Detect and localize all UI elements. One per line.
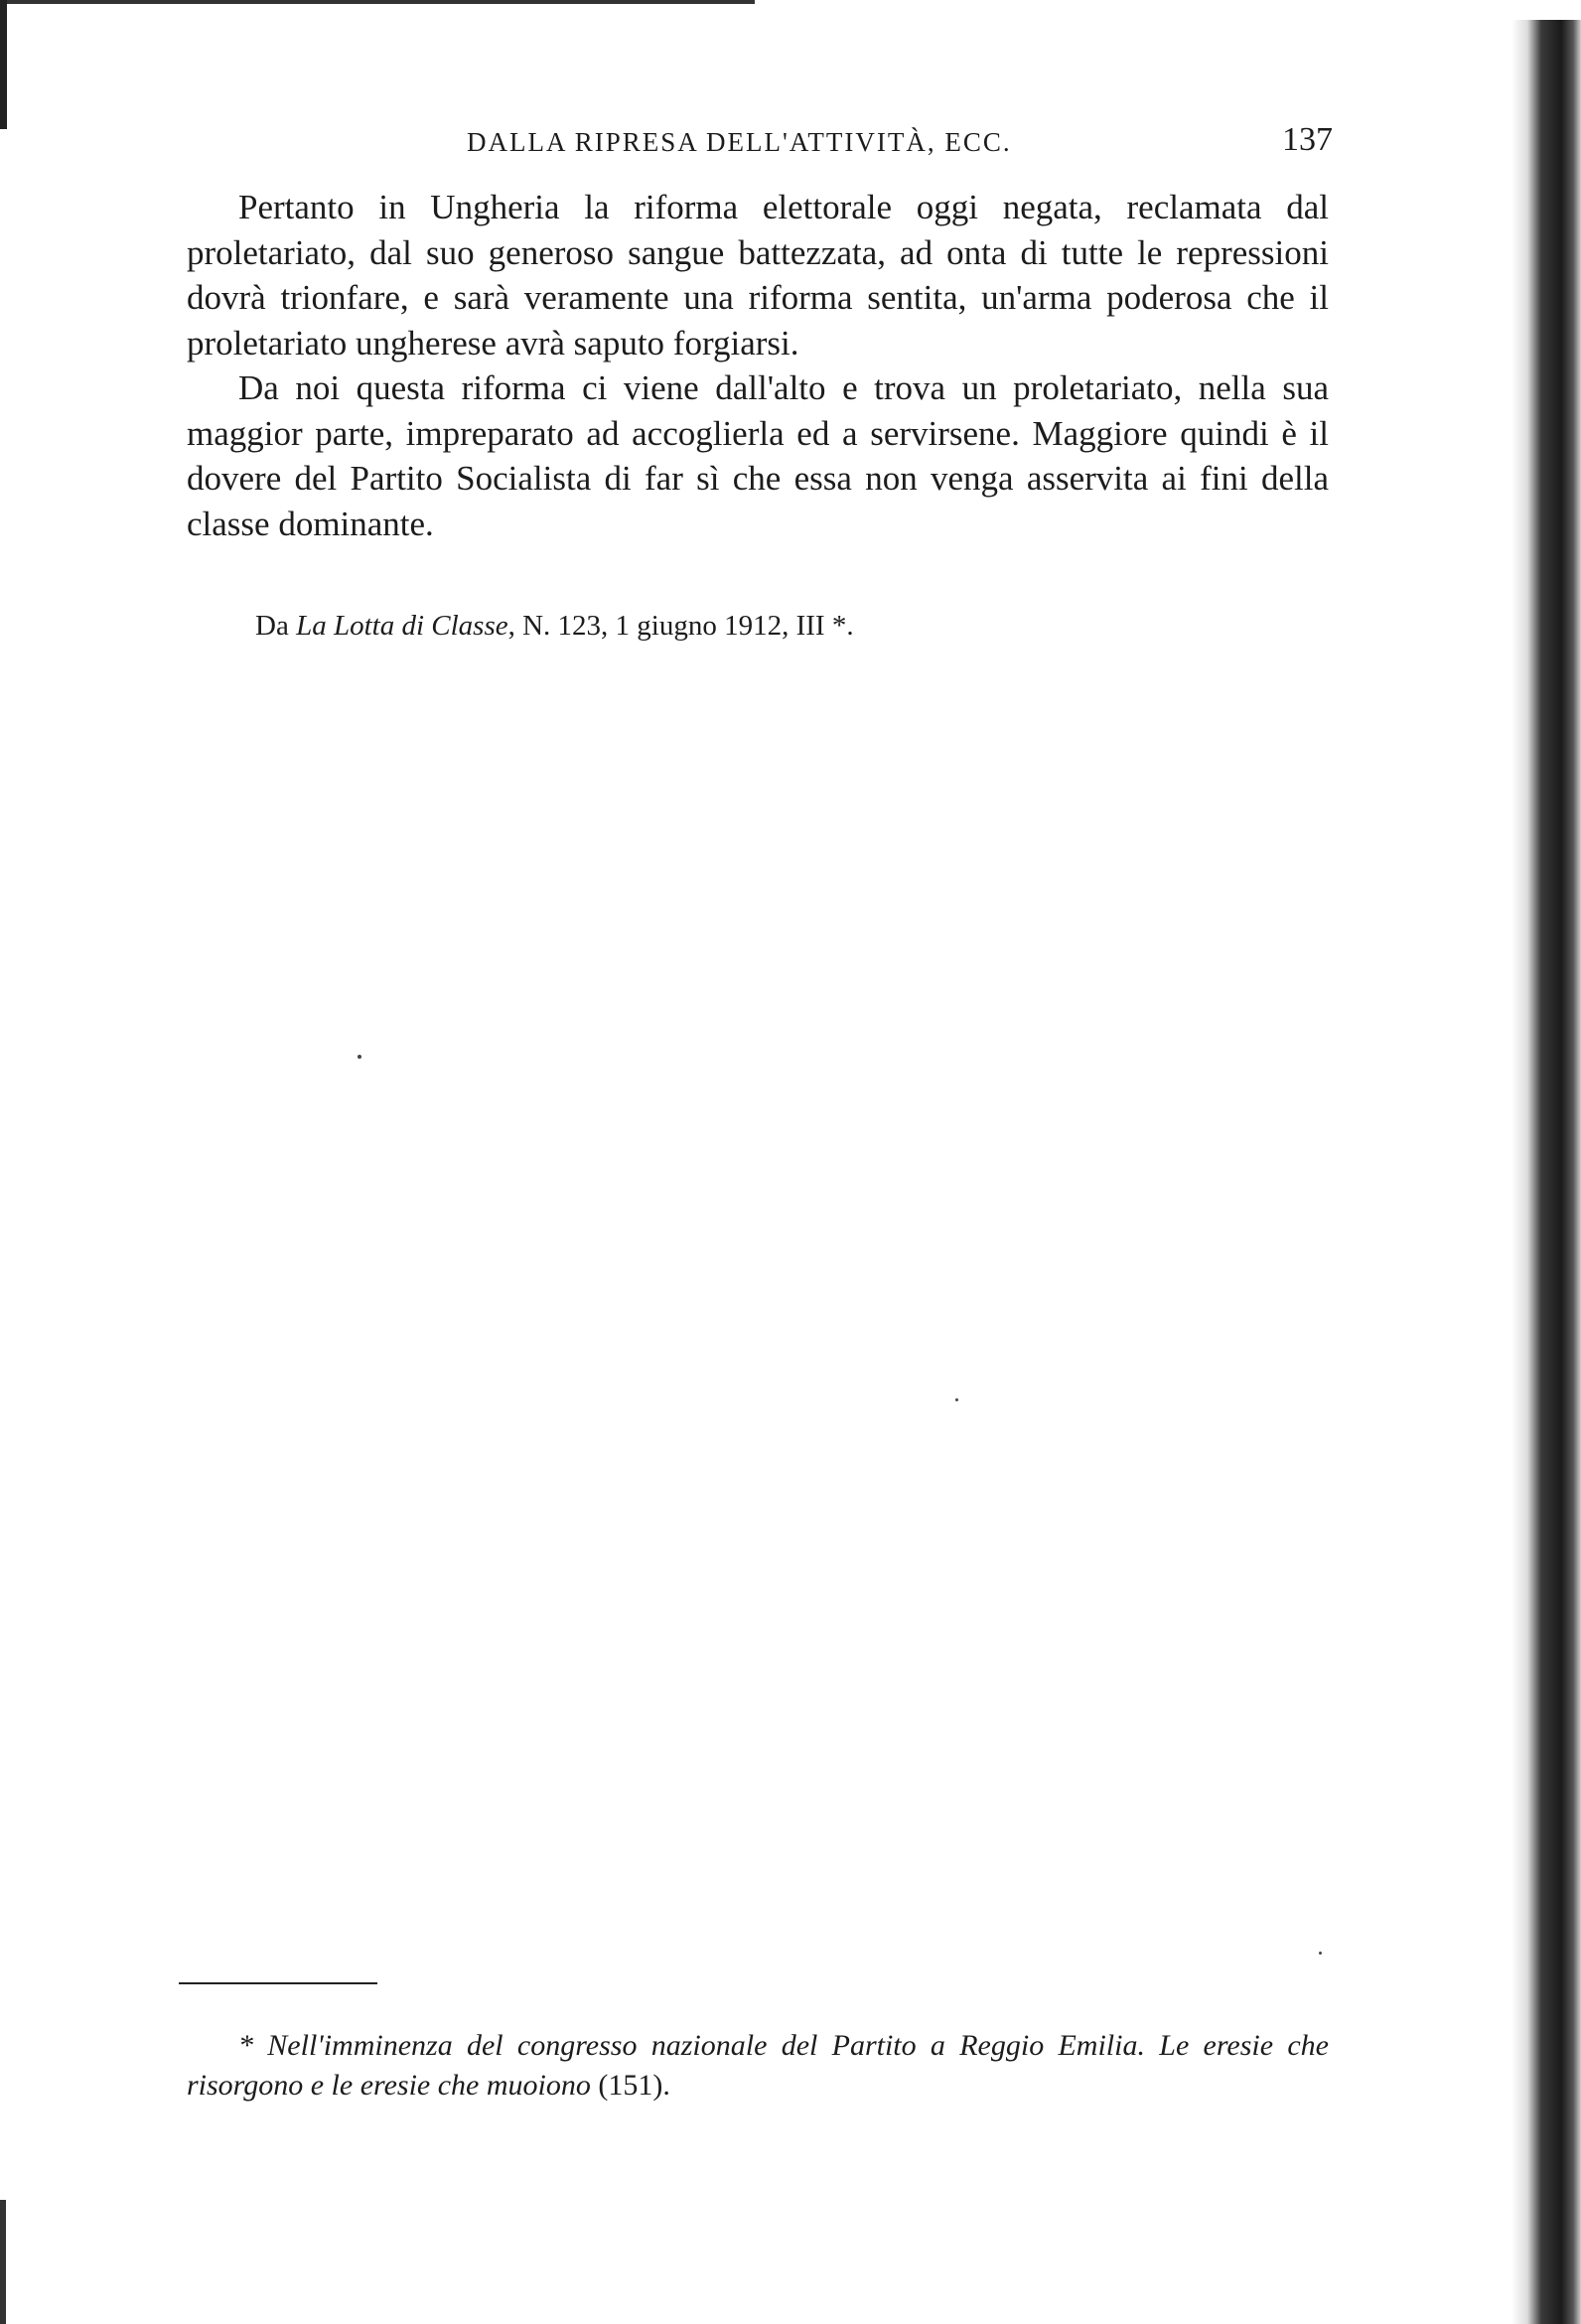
- scan-speck: [1319, 1952, 1322, 1955]
- footnote-text: * Nell'imminenza del congresso nazionale del Partito a Reggio Emilia. Le eresie che risorgono e le eresie che muoiono: [187, 2029, 1329, 2102]
- scan-speck: [955, 1398, 958, 1401]
- scan-edge-left-bottom: [0, 2200, 6, 2324]
- source-details: , N. 123, 1 giugno 1912, III *.: [507, 610, 854, 642]
- running-head: DALLA RIPRESA DELL'ATTIVITÀ, ECC.: [467, 127, 1012, 157]
- paragraph: Da noi questa riforma ci viene dall'alto e trova un proletariato, nella sua maggior parte, impreparato ad accoglierla ed a servirsene. Maggiore quindi è il dovere del Partito Socialista di far sì che essa non venga asservita ai fini della classe dominante.: [187, 368, 1329, 543]
- body-text: [187, 185, 1329, 546]
- journal-title: La Lotta di Classe: [296, 610, 508, 642]
- scan-speck: [358, 1055, 361, 1059]
- footnote-rule: [179, 1982, 377, 1984]
- scan-binding-shadow: [1511, 20, 1581, 2324]
- footnote-reference: (151).: [590, 2069, 670, 2102]
- page-number: 137: [1282, 121, 1333, 158]
- scan-edge-left-top: [0, 0, 7, 129]
- source-citation: [255, 610, 854, 643]
- paragraph: Pertanto in Ungheria la riforma elettorale oggi negata, reclamata dal proletariato, dal suo generoso sangue battezzata, ad onta di tutte le repressioni dovrà trionfare, e sarà veramente una riforma sentita, un'arma poderosa che il proletariato ungherese avrà saputo forgiarsi.: [187, 188, 1329, 363]
- source-prefix: Da: [255, 610, 297, 642]
- scan-edge-top: [0, 0, 755, 4]
- footnote: [187, 2026, 1329, 2106]
